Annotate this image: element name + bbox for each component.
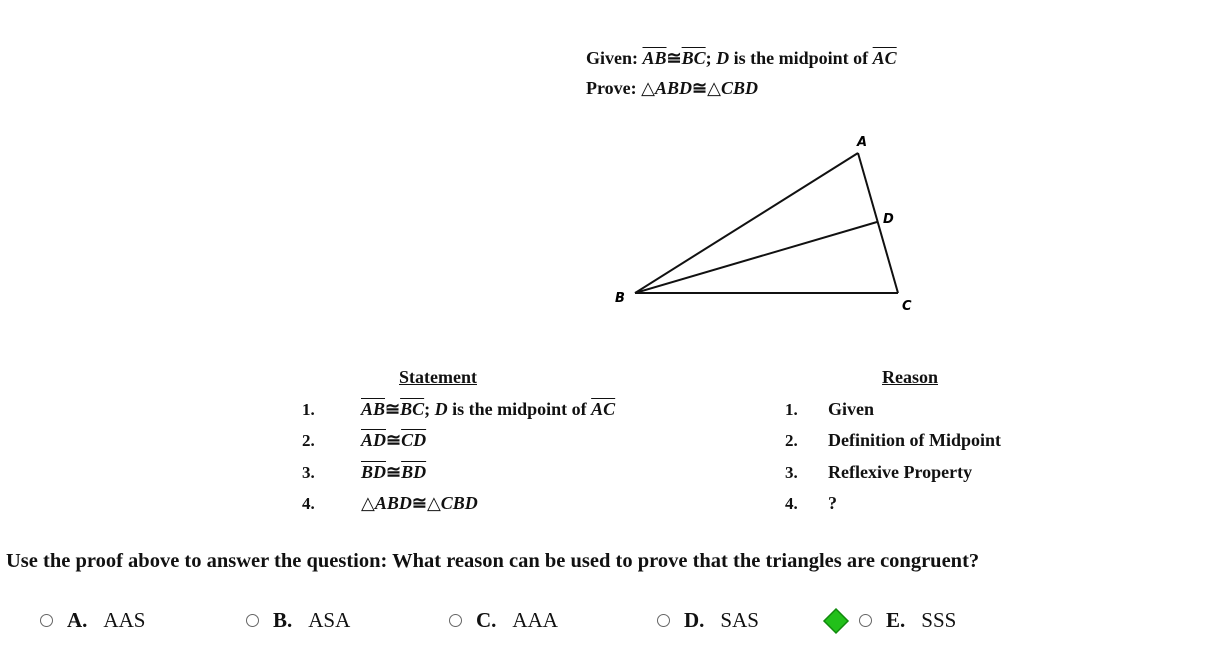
prove-label: Prove: bbox=[586, 78, 637, 98]
reason-number-2: 2. bbox=[785, 431, 798, 450]
radio-button[interactable] bbox=[859, 614, 872, 627]
congruent-symbol: ≅ bbox=[386, 462, 402, 482]
statement-text: is the midpoint of bbox=[452, 399, 587, 419]
choice-e[interactable] bbox=[859, 608, 956, 633]
triangle-abd: ABD bbox=[374, 493, 412, 513]
statement-header: Statement bbox=[399, 367, 477, 387]
segment-cd: $\overline{CD}$ bbox=[401, 430, 427, 450]
reason-3: Reflexive Property bbox=[828, 462, 973, 482]
statement-4 bbox=[361, 493, 478, 514]
choice-letter: A. bbox=[67, 608, 88, 632]
statement-number-1: 1. bbox=[302, 400, 315, 419]
reason-number-1: 1. bbox=[785, 400, 798, 419]
statement-3 bbox=[361, 462, 426, 483]
triangle-symbol: △ bbox=[361, 493, 375, 513]
congruent-symbol: ≅ bbox=[386, 430, 402, 450]
separator: ; bbox=[705, 48, 712, 68]
choice-letter: D. bbox=[684, 608, 705, 632]
choice-c[interactable] bbox=[449, 608, 558, 633]
label-a: A bbox=[857, 135, 868, 150]
triangle-cbd: CBD bbox=[720, 78, 758, 98]
choice-a[interactable] bbox=[40, 608, 145, 633]
point-d: D bbox=[434, 399, 448, 419]
segment-ac: $\overline{AC}$ bbox=[591, 399, 616, 419]
reason-4: ? bbox=[828, 493, 837, 513]
segment-ab: $\overline{AB}$ bbox=[361, 399, 386, 419]
point-d: D bbox=[716, 48, 730, 68]
choice-letter: B. bbox=[273, 608, 293, 632]
choice-text: SSS bbox=[921, 608, 957, 632]
congruent-symbol: ≅ bbox=[385, 399, 401, 419]
reason-number-4: 4. bbox=[785, 494, 798, 513]
choice-letter: E. bbox=[886, 608, 906, 632]
statement-2 bbox=[361, 430, 426, 451]
reason-header: Reason bbox=[882, 367, 939, 387]
choice-text: ASA bbox=[308, 608, 351, 632]
segment-bd: $\overline{BD}$ bbox=[401, 462, 427, 482]
choice-d[interactable] bbox=[657, 608, 759, 633]
statement-number-4: 4. bbox=[302, 494, 315, 513]
separator: ; bbox=[424, 399, 431, 419]
question-text: Use the proof above to answer the question: What reason can be used to prove that the triangles are congruent? bbox=[6, 550, 980, 572]
choice-text: AAA bbox=[512, 608, 558, 632]
segment-bd: $\overline{BD}$ bbox=[361, 462, 387, 482]
statement-number-3: 3. bbox=[302, 463, 315, 482]
segment-bc: $\overline{BC}$ bbox=[400, 399, 425, 419]
congruent-symbol: ≅ bbox=[666, 48, 682, 68]
choice-text: AAS bbox=[103, 608, 146, 632]
statement-number-2: 2. bbox=[302, 431, 315, 450]
reason-2: Definition of Midpoint bbox=[828, 430, 1002, 450]
choice-letter: C. bbox=[476, 608, 497, 632]
segment-bd bbox=[635, 222, 877, 293]
given-label: Given: bbox=[586, 48, 638, 68]
segment-ac: $\overline{AC}$ bbox=[872, 48, 897, 68]
label-b: B bbox=[615, 291, 625, 306]
triangle-symbol: △ bbox=[641, 78, 655, 98]
correct-diamond-icon bbox=[822, 607, 850, 635]
congruent-symbol: ≅ bbox=[692, 78, 708, 98]
radio-button[interactable] bbox=[40, 614, 53, 627]
triangle-symbol: △ bbox=[426, 493, 441, 513]
segment-ab: $\overline{AB}$ bbox=[642, 48, 667, 68]
segment-ad: $\overline{AD}$ bbox=[361, 430, 387, 450]
radio-button[interactable] bbox=[657, 614, 670, 627]
given-text: is the midpoint of bbox=[733, 48, 869, 68]
choice-text: SAS bbox=[720, 608, 759, 632]
triangle-cbd: CBD bbox=[440, 493, 478, 513]
congruent-symbol: ≅ bbox=[411, 493, 427, 513]
statement-1 bbox=[361, 399, 615, 420]
label-d: D bbox=[883, 212, 894, 227]
triangle-symbol: △ bbox=[707, 78, 721, 98]
choice-b[interactable] bbox=[246, 608, 350, 633]
segment-bc: $\overline{BC}$ bbox=[681, 48, 706, 68]
label-c: C bbox=[902, 299, 912, 314]
radio-button[interactable] bbox=[449, 614, 462, 627]
triangle-abd: ABD bbox=[655, 78, 693, 98]
reason-1: Given bbox=[828, 399, 875, 419]
radio-button[interactable] bbox=[246, 614, 259, 627]
reason-number-3: 3. bbox=[785, 463, 798, 482]
side-ba bbox=[635, 153, 858, 293]
